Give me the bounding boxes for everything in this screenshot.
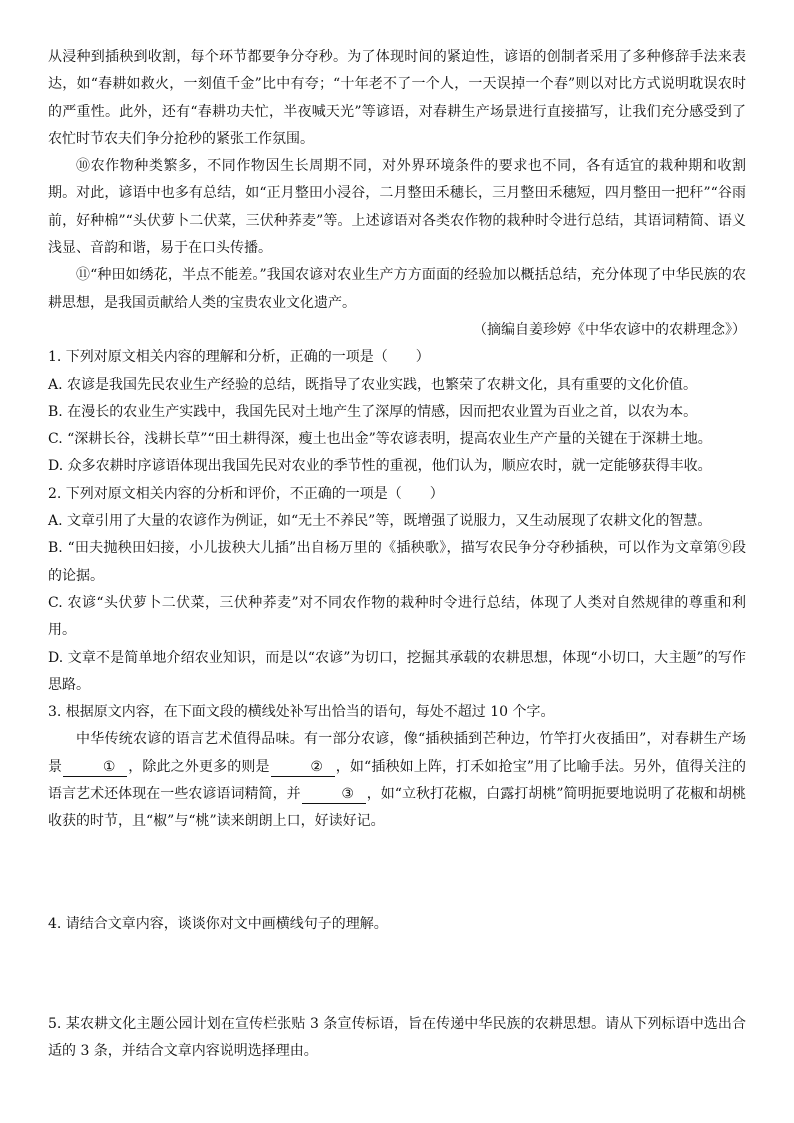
question-4-stem: 4. 请结合文章内容，谈谈你对文中画横线句子的理解。 bbox=[48, 915, 388, 932]
question-2-option-b: B. “田夫抛秧田妇接，小儿拔秧大儿插”出自杨万里的《插秧歌》，描写农民争分夺秒插秧，可以作为文章第⑨段的论据。 bbox=[48, 540, 746, 584]
answer-blank-1[interactable]: ① bbox=[63, 758, 127, 777]
question-3-text-d: ，如“立秋打花椒，白露打胡桃”简明扼要地说明了花椒和胡桃收获的时节，且“椒”与“桃”读来朗朗上口，好读好记。 bbox=[48, 786, 746, 830]
question-3-text-c: ，如“插秧如上阵，打禾如抢宝”用了比喻手法。另外，值得关注的语言艺术还体现在一些农谚语词精简，并 bbox=[48, 758, 747, 803]
question-3-stem: 3. 根据原文内容，在下面文段的横线处补写出恰当的语句，每处不超过 10 个字。 bbox=[48, 704, 555, 721]
question-2-option-d: D. 文章不是简单地介绍农业知识，而是以“农谚”为切口，挖掘其承载的农耕思想，体现“小切口，大主题”的写作思路。 bbox=[48, 649, 746, 693]
question-1-stem: 1. 下列对原文相关内容的理解和分析，正确的一项是（ ） bbox=[48, 349, 430, 366]
question-2-option-a: A. 文章引用了大量的农谚作为例证，如“无土不养民”等，既增强了说服力，又生动展现了农耕文化的智慧。 bbox=[48, 513, 712, 530]
answer-space-q3 bbox=[48, 836, 746, 911]
answer-space-q4 bbox=[48, 938, 746, 1011]
answer-blank-3[interactable]: ③ bbox=[302, 785, 366, 804]
question-1-option-d: D. 众多农耕时序谚语体现出我国先民对农业的季节性的重视，他们认为，顺应农时，就一定能够获得丰收。 bbox=[48, 458, 712, 475]
passage-paragraph-10: ⑩农作物种类繁多，不同作物因生长周期不同，对外界环境条件的要求也不同，各有适宜的栽种期和收割期。对此，谚语中也多有总结，如“正月整田小浸谷，二月整田禾穗长，三月整田禾穗短，四月整田一把秆”“谷雨前，好种棉”“头伏萝卜二伏菜，三伏种荞麦”等。上述谚语对各类农作物的栽种时令进行总结，其语词精简、语义浅显、音韵和谐，易于在口头传播。 bbox=[48, 158, 746, 257]
question-2-stem: 2. 下列对原文相关内容的分析和评价，不正确的一项是（ ） bbox=[48, 485, 444, 502]
question-3-text-b: ，除此之外更多的则是 bbox=[128, 758, 270, 775]
passage-source: （摘编自姜珍婷《中华农谚中的农耕理念》） bbox=[473, 321, 746, 338]
passage-paragraph-11: ⑪“种田如绣花，半点不能差。”我国农谚对农业生产方方面面的经验加以概括总结，充分体现了中华民族的农耕思想，是我国贡献给人类的宝贵农业文化遗产。 bbox=[48, 267, 746, 311]
question-3-passage bbox=[48, 726, 746, 835]
question-1-option-a: A. 农谚是我国先民农业生产经验的总结，既指导了农业实践，也繁荣了农耕文化，具有重要的文化价值。 bbox=[48, 376, 698, 393]
question-5-stem: 5. 某农耕文化主题公园计划在宣传栏张贴 3 条宣传标语，旨在传递中华民族的农耕思想。请从下列标语中选出合适的 3 条，并结合文章内容说明选择理由。 bbox=[48, 1015, 746, 1060]
question-2-option-c: C. 农谚“头伏萝卜二伏菜，三伏种荞麦”对不同农作物的栽种时令进行总结，体现了人类对自然规律的尊重和利用。 bbox=[48, 594, 746, 639]
question-1-option-b: B. 在漫长的农业生产实践中，我国先民对土地产生了深厚的情感，因而把农业置为百业之首，以农为本。 bbox=[48, 403, 698, 420]
passage-paragraph-continued: 从浸种到插秧到收割，每个环节都要争分夺秒。为了体现时间的紧迫性，谚语的创制者采用了多种修辞手法来表达，如“春耕如救火，一刻值千金”比中有夸；“十年老不了一个人，一天误掉一个春”则以对比方式说明耽误农时的严重性。此外，还有“春耕功夫忙，半夜喊天光”等谚语，对春耕生产场景进行直接描写，让我们充分感受到了农忙时节农夫们争分抢秒的紧张工作氛围。 bbox=[48, 49, 746, 147]
question-3-text-a: 中华传统农谚的语言艺术值得品味。有一部分农谚，像“插秧插到芒种边，竹竿打火夜插田”，对春耕生产场景 bbox=[48, 731, 746, 775]
answer-blank-2[interactable]: ② bbox=[271, 758, 335, 777]
question-1-option-c: C. “深耕长谷，浅耕长草”“田土耕得深，瘦土也出金”等农谚表明，提高农业生产产量的关键在于深耕土地。 bbox=[48, 431, 712, 448]
